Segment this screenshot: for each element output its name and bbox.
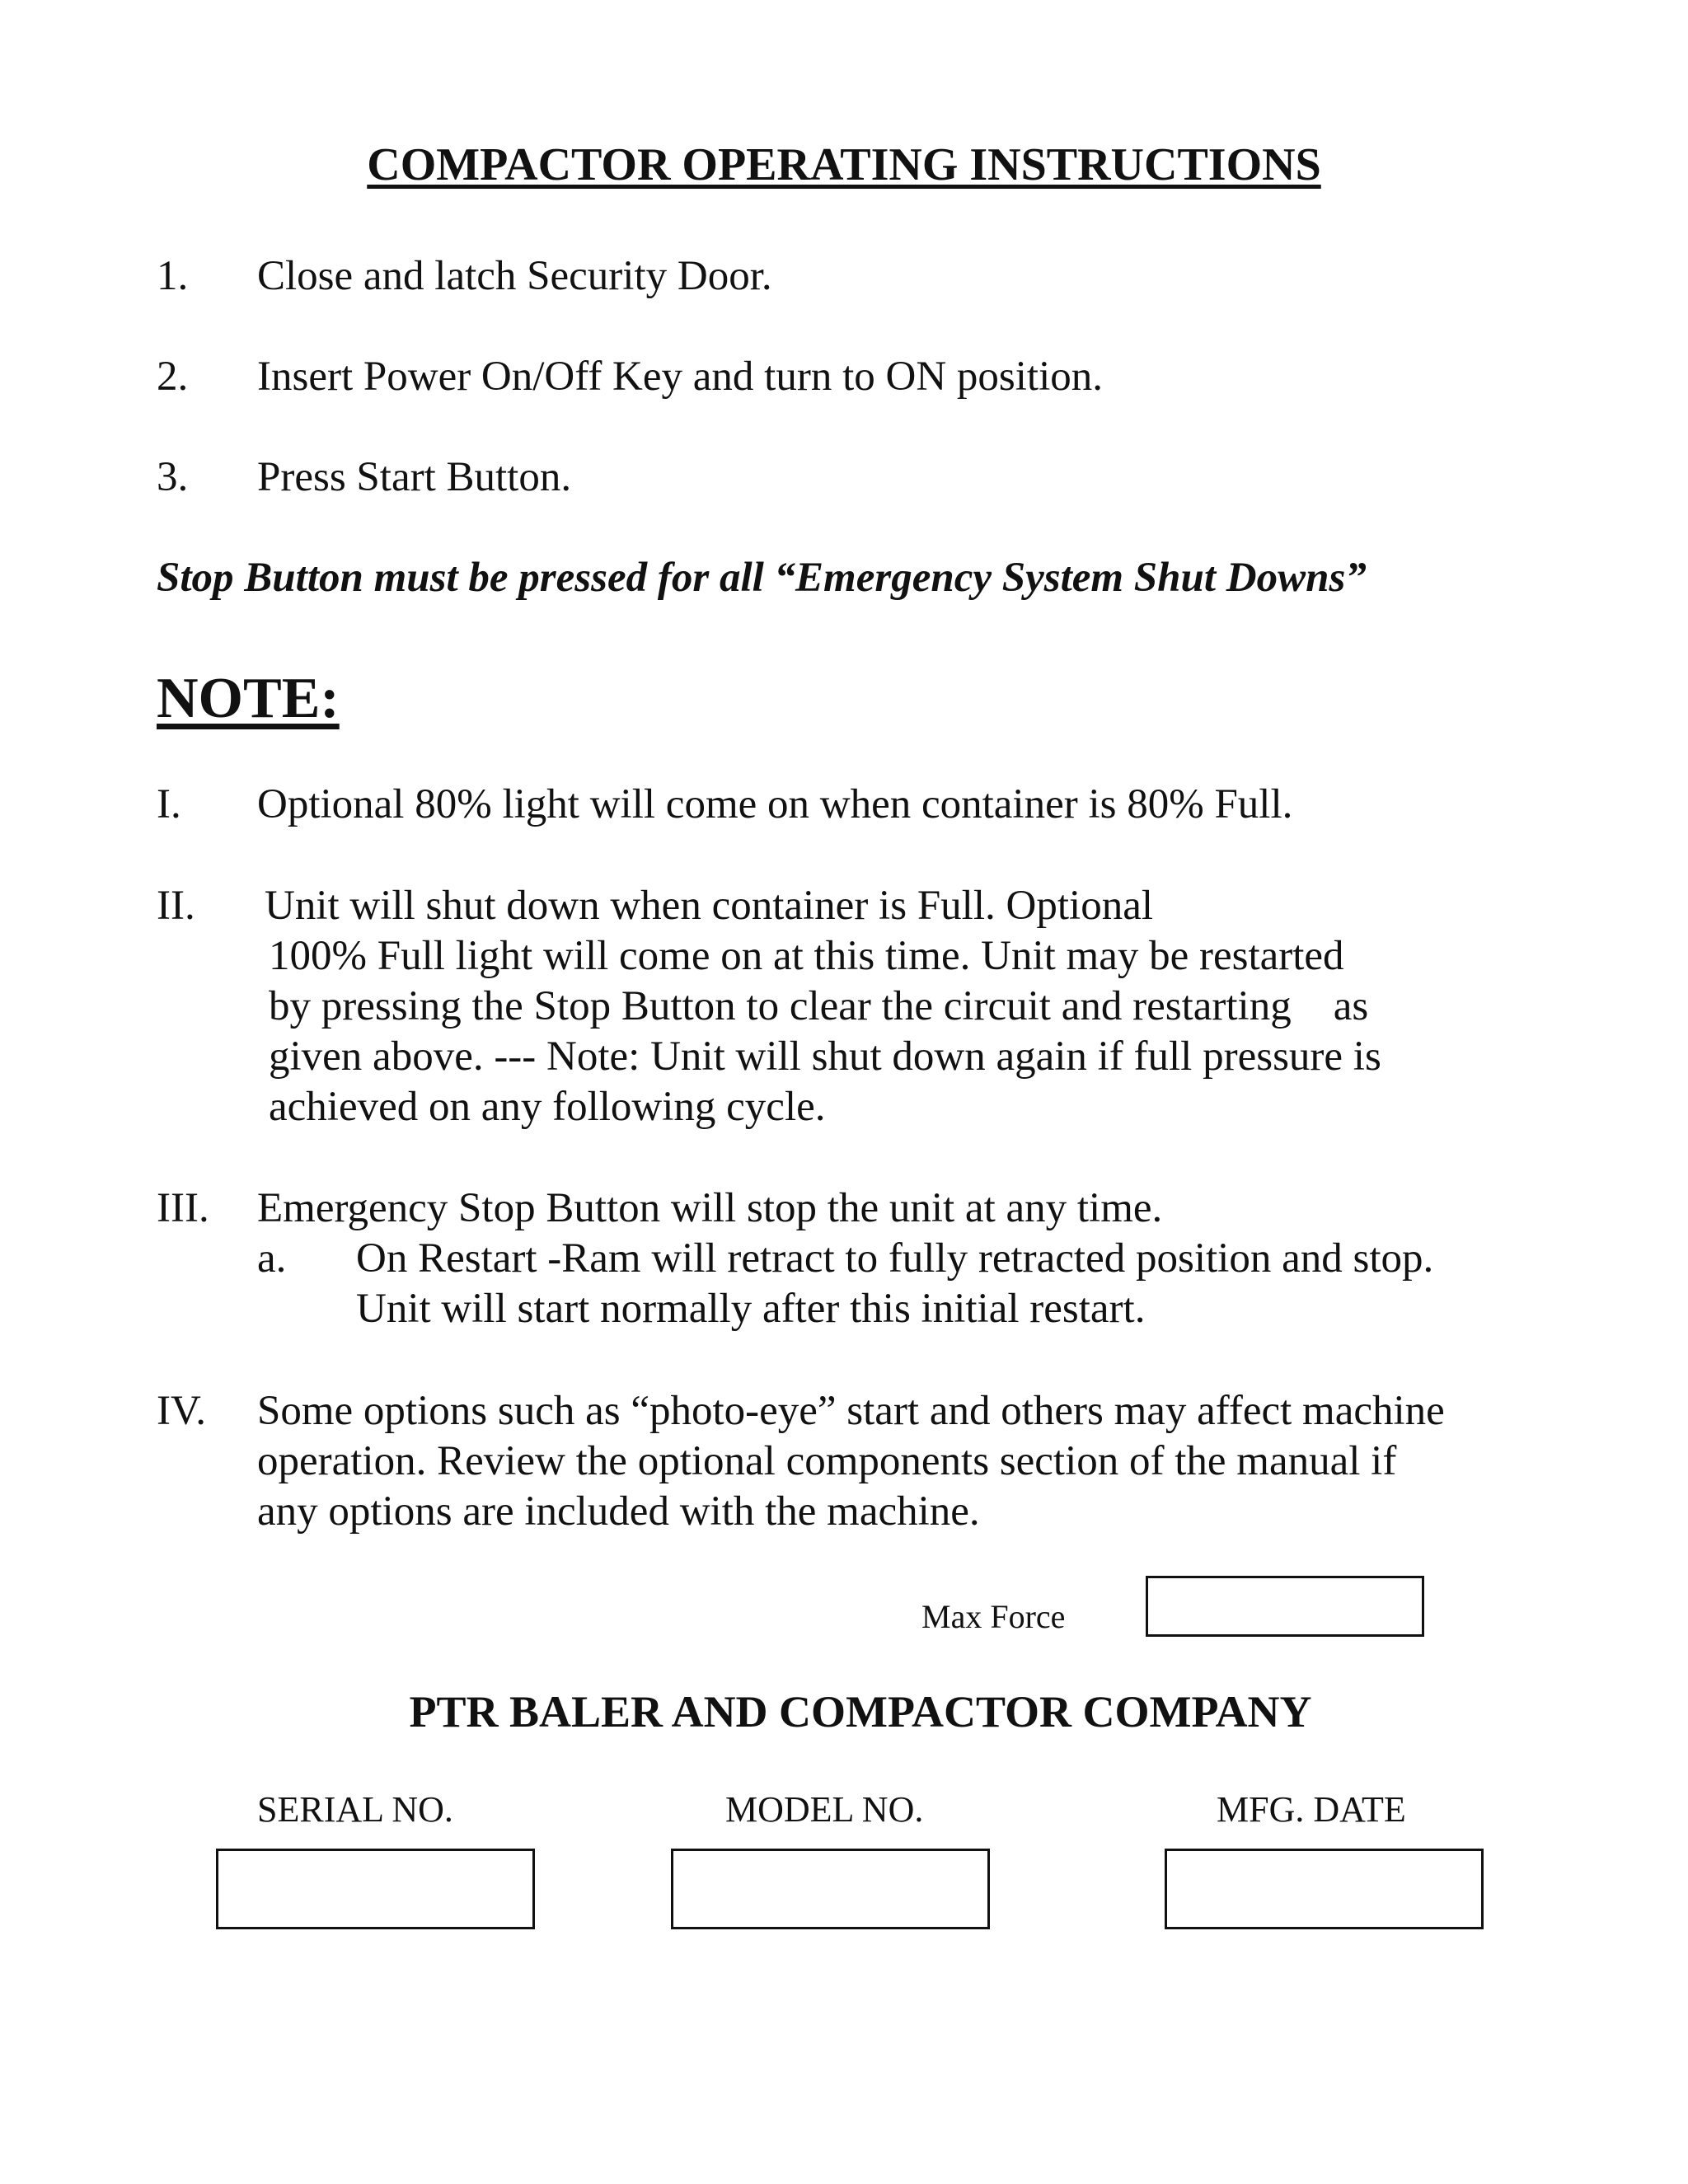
sub-item-text: Unit will start normally after this initial restart. xyxy=(356,1286,1146,1332)
step-number: 1. xyxy=(157,253,189,299)
step-text: Press Start Button. xyxy=(257,454,572,500)
model-number-box[interactable] xyxy=(671,1849,990,1929)
mfg-date-label: MFG. DATE xyxy=(1217,1789,1406,1830)
note-number: I. xyxy=(157,781,181,827)
max-force-box[interactable] xyxy=(1146,1576,1424,1637)
company-name: PTR BALER AND COMPACTOR COMPANY xyxy=(409,1687,1312,1736)
step-text: Insert Power On/Off Key and turn to ON position. xyxy=(257,354,1104,400)
mfg-date-box[interactable] xyxy=(1165,1849,1484,1929)
note-text-line: operation. Review the optional components section of the manual if xyxy=(257,1438,1397,1484)
serial-number-box[interactable] xyxy=(216,1849,535,1929)
note-text-line: 100% Full light will come on at this time. Unit may be restarted xyxy=(269,933,1344,979)
step-text: Close and latch Security Door. xyxy=(257,253,772,299)
note-number: II. xyxy=(157,883,195,929)
note-number: III. xyxy=(157,1185,209,1231)
step-number: 2. xyxy=(157,354,189,400)
serial-number-label: SERIAL NO. xyxy=(257,1789,453,1830)
max-force-label: Max Force xyxy=(921,1598,1066,1635)
note-text-line: by pressing the Stop Button to clear the circuit and restarting as xyxy=(269,983,1369,1029)
sub-item-label: a. xyxy=(257,1235,287,1282)
note-text: Emergency Stop Button will stop the unit at any time. xyxy=(257,1185,1163,1231)
step-number: 3. xyxy=(157,454,189,500)
note-text: Optional 80% light will come on when container is 80% Full. xyxy=(257,781,1293,827)
note-text-line: Some options such as “photo-eye” start and others may affect machine xyxy=(257,1388,1445,1434)
note-heading: NOTE: xyxy=(157,667,340,730)
note-text-line: achieved on any following cycle. xyxy=(269,1084,826,1130)
note-text-line: Unit will shut down when container is Full. Optional xyxy=(265,883,1153,929)
page-title: COMPACTOR OPERATING INSTRUCTIONS xyxy=(367,139,1321,190)
model-number-label: MODEL NO. xyxy=(725,1789,924,1830)
note-text-line: any options are included with the machine. xyxy=(257,1488,980,1535)
note-number: IV. xyxy=(157,1388,206,1434)
note-text-line: given above. --- Note: Unit will shut down again if full pressure is xyxy=(269,1033,1381,1080)
emergency-warning: Stop Button must be pressed for all “Emergency System Shut Downs” xyxy=(157,555,1367,601)
sub-item-text: On Restart -Ram will retract to fully retracted position and stop. xyxy=(356,1235,1434,1282)
